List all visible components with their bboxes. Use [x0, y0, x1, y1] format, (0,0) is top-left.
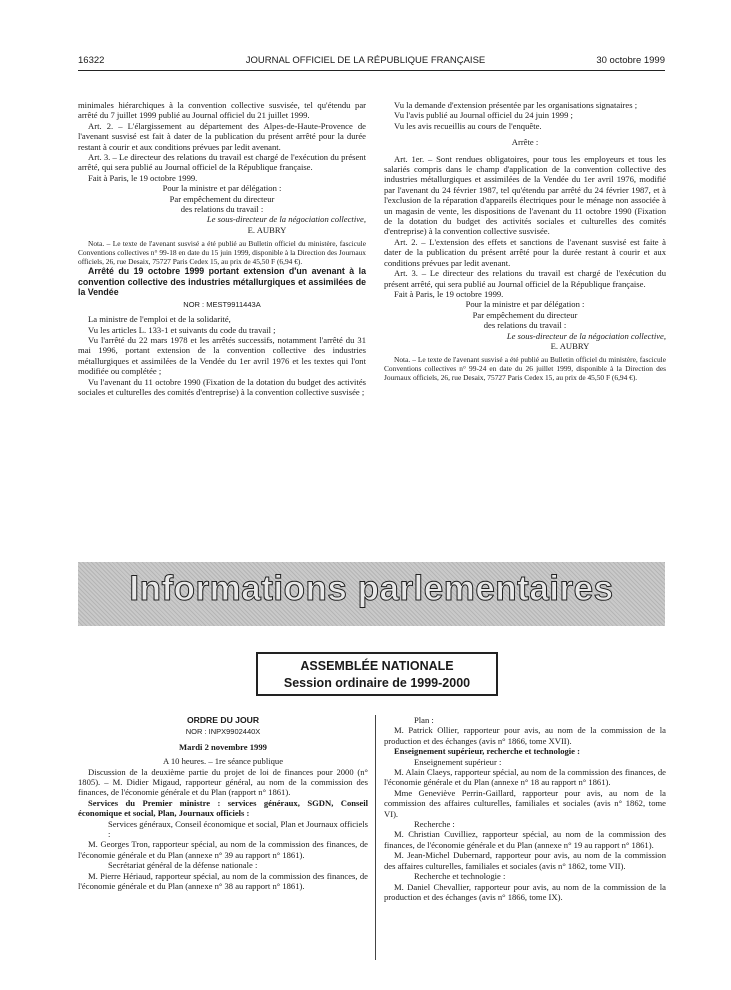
- page-header: [0, 55, 731, 69]
- visa: Vu la demande d'extension présentée par les organisations signataires ;: [394, 100, 638, 110]
- nota-text: Nota. – Le texte de l'avenant susvisé a été publié au Bulletin officiel du ministère, fascicule Conventions collectives n° 99-24 en date du 26 juillet 1999, disponible à la Direction des Journaux officiels, 26, rue Desaix, 75727 Paris Cedex 15, au prix de 45,50 F (6,94 €).: [384, 355, 666, 383]
- agenda-subheading: Plan :: [414, 715, 434, 725]
- article-2: Art. 2. – L'élargissement au département des Alpes-de-Haute-Provence de l'avenant susvisé est fait à dater de la publication du présent arrêté pour la durée restant à courir et aux conditions prévues par ledit avenant.: [78, 120, 366, 152]
- visa: Vu les articles L. 133-1 et suivants du code du travail ;: [88, 324, 276, 335]
- signature-line: Par empêchement du directeur: [472, 309, 578, 320]
- assembly-name: ASSEMBLÉE NATIONALE: [300, 659, 454, 673]
- agenda-subheading: Services généraux, Conseil économique et social, Plan et Journaux officiels :: [108, 818, 368, 840]
- page-number: 16322: [78, 55, 105, 66]
- agenda-item: Discussion de la deuxième partie du projet de loi de finances pour 2000 (n° 1805). – M. Didier Migaud, rapporteur général, au nom de la commission des finances, de l'économie générale et du Plan (rapport n° 1861).: [78, 766, 368, 798]
- signature-name: E. AUBRY: [247, 224, 287, 235]
- agenda-item: M. Georges Tron, rapporteur spécial, au nom de la commission des finances, de l'économie générale et du Plan (annexe n° 39 au rapport n° 1861).: [78, 839, 368, 860]
- nor-reference: NOR : MEST9911443A: [183, 299, 261, 309]
- session-date: Mardi 2 novembre 1999: [179, 741, 267, 752]
- agenda-subheading: Recherche :: [414, 819, 455, 830]
- ordre-left-column: [78, 715, 368, 892]
- signature-line: Par empêchement du directeur: [169, 193, 275, 204]
- issue-date: 30 octobre 1999: [596, 55, 665, 66]
- agenda-item: M. Christian Cuvilliez, rapporteur spécial, au nom de la commission des finances, de l'économie générale et du Plan (annexe n° 19 au rapport n° 1861).: [384, 829, 666, 850]
- signature-name: E. AUBRY: [550, 340, 590, 351]
- session-name: Session ordinaire de 1999-2000: [283, 676, 471, 690]
- assembly-box: [256, 652, 498, 696]
- fait-a-paris: Fait à Paris, le 19 octobre 1999.: [394, 288, 504, 299]
- agenda-item: M. Jean-Michel Dubernard, rapporteur pour avis, au nom de la commission des affaires culturelles, familiales et sociales (avis n° 1862, tome VII).: [384, 850, 666, 871]
- agenda-subheading: Enseignement supérieur :: [414, 756, 502, 767]
- article-1: Art. 1er. – Sont rendues obligatoires, pour tous les employeurs et tous les salariés compris dans le champ d'application de la convention collective des industries métallurgiques et assimilées de la Vendée du 1er avril 1976, modifié par l'avenant du 24 février 1987, tel qu'étendu par arrêté du 24 février 1987, et à l'exclusion de la réparation d'appareils électriques pour le ménage non associée à un magasin de vente, les dispositions de l'avenant du 11 octobre 1990 (Fixation de la dotation du budget des activités sociales et culturelles des comités d'entreprise) à la convention collective susvisée.: [384, 153, 666, 237]
- signature-line: des relations du travail :: [483, 320, 567, 331]
- signature-line: des relations du travail :: [180, 204, 264, 215]
- paragraph: minimales hiérarchiques à la convention collective susvisée, tel qu'étendu par arrêté du 7 juillet 1999 publié au Journal officiel du 21 juillet 1999.: [78, 100, 366, 121]
- agenda-item: M. Alain Claeys, rapporteur spécial, au nom de la commission des finances, de l'économie générale et du Plan (annexe n° 18 au rapport n° 1861).: [384, 767, 666, 788]
- article-3: Art. 3. – Le directeur des relations du travail est chargé de l'exécution du présent arrêté, qui sera publié au Journal officiel de la République française.: [384, 268, 666, 289]
- fait-a-paris: Fait à Paris, le 19 octobre 1999.: [88, 172, 198, 183]
- article-3: Art. 3. – Le directeur des relations du travail est chargé de l'exécution du présent arrêté, qui sera publié au Journal officiel de la République française.: [78, 152, 366, 173]
- header-rule: [78, 70, 665, 71]
- agenda-subheading: Secrétariat général de la défense nationale :: [108, 860, 258, 871]
- right-column: [384, 100, 666, 382]
- agenda-item: M. Daniel Chevallier, rapporteur pour avis, au nom de la commission de la production et des échanges (avis n° 1866, tome IX).: [384, 881, 666, 902]
- visa: Vu l'avenant du 11 octobre 1990 (Fixation de la dotation du budget des activités sociales et culturelles des comités d'entreprise) à la convention collective susvisée ;: [78, 376, 366, 398]
- seance-line: A 10 heures. – 1re séance publique: [162, 756, 284, 767]
- ordre-right-column: [384, 715, 666, 902]
- left-column: [78, 100, 366, 397]
- agenda-item: M. Patrick Ollier, rapporteur pour avis, au nom de la commission de la production et des échanges (avis n° 1866, tome XVII).: [384, 725, 666, 746]
- nota: [384, 355, 666, 382]
- signature-line: Le sous-directeur de la négociation collective,: [206, 214, 366, 225]
- agenda-subheading: Recherche et technologie :: [414, 871, 506, 882]
- nota: [78, 239, 366, 266]
- signature-line: Pour la ministre et par délégation :: [162, 183, 282, 194]
- agenda-heading: Enseignement supérieur, recherche et technologie :: [394, 746, 581, 757]
- agenda-item: M. Pierre Hériaud, rapporteur spécial, au nom de la commission des finances, de l'économie générale et du Plan (annexe n° 38 au rapport n° 1861).: [78, 870, 368, 892]
- visa: Vu l'arrêté du 22 mars 1978 et les arrêtés successifs, notamment l'arrêté du 31 mai 1996, portant extension de la convention collective des industries métallurgiques et assimilées de la Vendée du 1er avril 1976 et les textes qui l'ont modifiée ou complétée ;: [78, 335, 366, 377]
- signature-line: Pour la ministre et par délégation :: [465, 299, 585, 310]
- arrete-heading: Arrête :: [511, 137, 539, 148]
- section-banner: [78, 562, 665, 626]
- banner-title: Informations parlementaires: [129, 569, 614, 608]
- nota-text: Nota. – Le texte de l'avenant susvisé a été publié au Bulletin officiel du ministère, fascicule Conventions collectives n° 99-18 en date du 15 juin 1999, disponible à la Direction des Journaux officiels, 26, rue Desaix, 75727 Paris Cedex 15, au prix de 45,50 F (6,94 €).: [78, 239, 366, 267]
- agenda-item: Mme Geneviève Perrin-Gaillard, rapporteur pour avis, au nom de la commission des affaires culturelles, familiales et sociales (avis n° 1862, tome VI).: [384, 787, 666, 819]
- journal-title: JOURNAL OFFICIEL DE LA RÉPUBLIQUE FRANÇAISE: [245, 55, 486, 66]
- visa: Vu l'avis publié au Journal officiel du 24 juin 1999 ;: [394, 110, 573, 121]
- column-divider: [375, 715, 376, 960]
- visa: La ministre de l'emploi et de la solidarité,: [88, 314, 231, 325]
- ordre-title: ORDRE DU JOUR: [186, 715, 260, 725]
- nor-reference: NOR : INPX9902440X: [185, 727, 261, 737]
- visa: Vu les avis recueillis au cours de l'enquête.: [394, 120, 542, 131]
- signature-line: Le sous-directeur de la négociation collective,: [506, 330, 666, 341]
- article-2: Art. 2. – L'extension des effets et sanctions de l'avenant susvisé est faite à dater de la publication du présent arrêté pour la durée restant à courir et aux conditions prévues par ledit avenant.: [384, 236, 666, 268]
- arrete-title: Arrêté du 19 octobre 1999 portant extension d'un avenant à la convention collective des industries métallurgiques et assimilées de la Vendée: [78, 266, 366, 298]
- agenda-heading: Services du Premier ministre : services généraux, SGDN, Conseil économique et social, Plan, Journaux officiels :: [78, 797, 368, 819]
